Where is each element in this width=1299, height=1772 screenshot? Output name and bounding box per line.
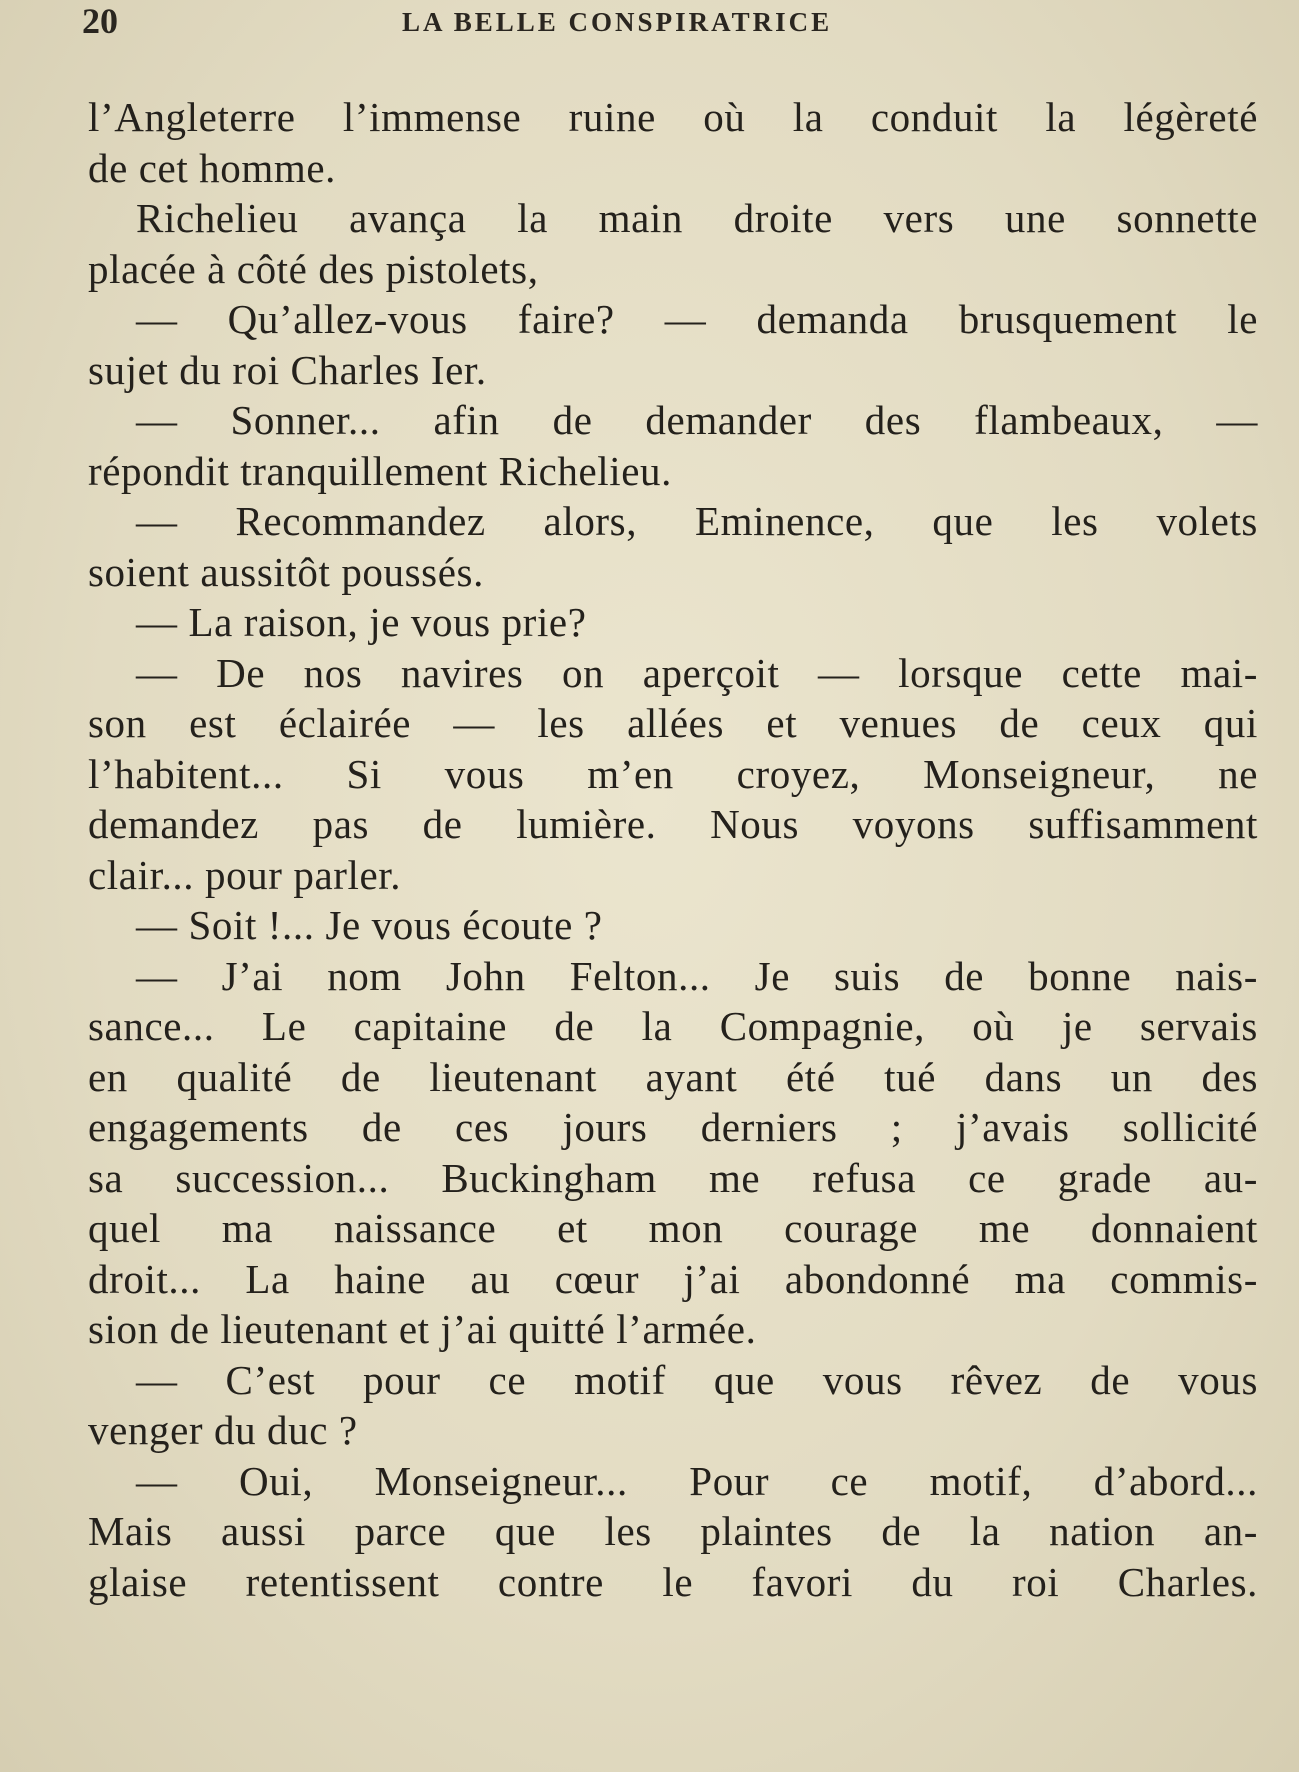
page-header xyxy=(82,0,1262,44)
text-line: — Sonner... afin de demander des flambeaux, — xyxy=(136,397,1258,443)
text-line: Richelieu avança la main droite vers une sonnette xyxy=(136,195,1258,241)
text-line: répondit tranquillement Richelieu. xyxy=(88,447,672,494)
text-line: l’Angleterre l’immense ruine où la conduit la légèreté xyxy=(88,94,1258,140)
text-line: clair... pour parler. xyxy=(88,851,402,898)
text-line: sujet du roi Charles Ier. xyxy=(88,346,487,393)
text-line: sion de lieutenant et j’ai quitté l’armée. xyxy=(88,1306,757,1352)
page-number: 20 xyxy=(82,1,118,41)
text-line: soient aussitôt poussés. xyxy=(88,548,484,595)
text-line: sance... Le capitaine de la Compagnie, où je servais xyxy=(88,1003,1258,1049)
running-title: LA BELLE CONSPIRATRICE xyxy=(402,7,833,37)
text-line: de cet homme. xyxy=(88,144,337,191)
text-line: — De nos navires on aperçoit — lorsque cette mai- xyxy=(136,649,1258,696)
text-line: — C’est pour ce motif que vous rêvez de vous xyxy=(136,1356,1258,1403)
text-line: droit... La haine au cœur j’ai abondonné ma commis- xyxy=(88,1255,1258,1302)
text-line: — La raison, je vous prie? xyxy=(136,599,587,645)
text-line: en qualité de lieutenant ayant été tué dans un des xyxy=(88,1053,1258,1100)
text-line: sa succession... Buckingham me refusa ce grade au- xyxy=(88,1154,1258,1201)
text-line: venger du duc ? xyxy=(88,1407,358,1453)
text-line: — J’ai nom John Felton... Je suis de bonne nais- xyxy=(136,952,1258,999)
text-line: — Recommandez alors, Eminence, que les volets xyxy=(136,498,1258,544)
text-line: son est éclairée — les allées et venues de ceux qui xyxy=(88,700,1258,746)
text-line: quel ma naissance et mon courage me donnaient xyxy=(88,1205,1258,1251)
text-line: — Oui, Monseigneur... Pour ce motif, d’abord... xyxy=(136,1457,1258,1504)
text-line: — Qu’allez-vous faire? — demanda brusquement le xyxy=(136,296,1258,342)
body-text xyxy=(88,92,1258,1607)
text-line: Mais aussi parce que les plaintes de la nation an- xyxy=(88,1508,1258,1554)
text-line: engagements de ces jours derniers ; j’avais sollicité xyxy=(88,1104,1258,1150)
text-line: l’habitent... Si vous m’en croyez, Monseigneur, ne xyxy=(88,750,1258,797)
text-line: — Soit !... Je vous écoute ? xyxy=(136,902,603,948)
text-line: glaise retentissent contre le favori du roi Charles. xyxy=(88,1558,1258,1605)
text-line: demandez pas de lumière. Nous voyons suffisamment xyxy=(88,801,1258,847)
text-line: placée à côté des pistolets, xyxy=(88,245,539,292)
